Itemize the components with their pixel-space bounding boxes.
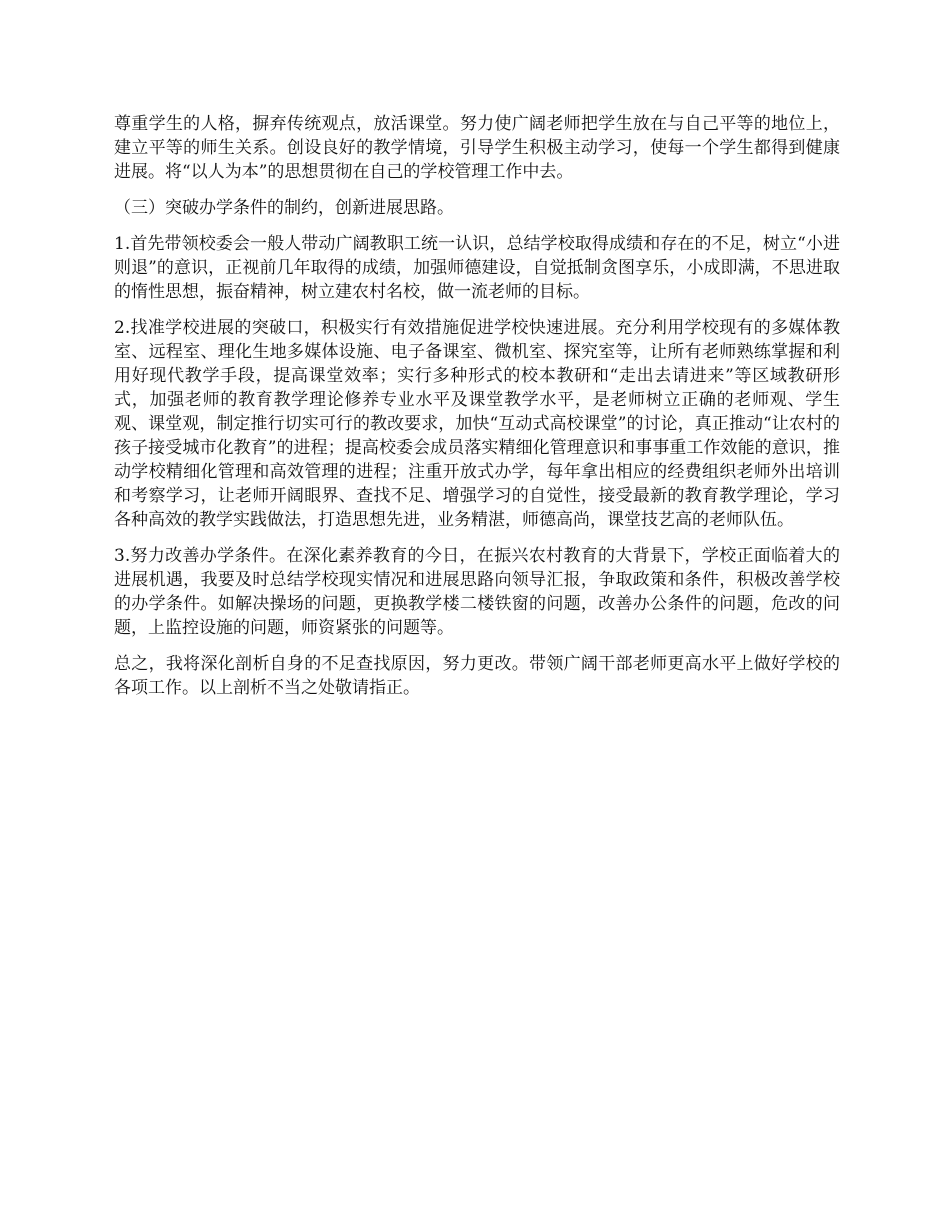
section-heading-three: （三）突破办学条件的制约，创新进展思路。 — [114, 198, 454, 218]
document-body — [114, 112, 840, 712]
paragraph-student-respect: 尊重学生的人格，摒弃传统观点，放活课堂。努力使广阔老师把学生放在与自己平等的地位上，建立平等的师生关系。创设良好的教学情境，引导学生积极主动学习，使每一个学生都得到健康进展。将“以人为本”的思想贯彻在自己的学校管理工作中去。 — [114, 114, 840, 182]
paragraph-item-1: 1.首先带领校委会一般人带动广阔教职工统一认识，总结学校取得成绩和存在的不足，树立“小进则退”的意识，正视前几年取得的成绩，加强师德建设，自觉抵制贪图享乐，小成即满，不思进取的惰性思想，振奋精神，树立建农村名校，做一流老师的目标。 — [114, 234, 840, 302]
paragraph-conclusion: 总之，我将深化剖析自身的不足查找原因，努力更改。带领广阔干部老师更高水平上做好学校的各项工作。以上剖析不当之处敬请指正。 — [114, 654, 840, 698]
paragraph-item-2: 2.找准学校进展的突破口，积极实行有效措施促进学校快速进展。充分利用学校现有的多媒体教室、远程室、理化生地多媒体设施、电子备课室、微机室、探究室等，让所有老师熟练掌握和利用好现代教学手段，提高课堂效率；实行多种形式的校本教研和“走出去请进来”等区域教研形式，加强老师的教育教学理论修养专业水平及课堂教学水平，是老师树立正确的老师观、学生观、课堂观，制定推行切实可行的教改要求，加快“互动式高校课堂”的讨论，真正推动“让农村的孩子接受城市化教育”的进程；提高校委会成员落实精细化管理意识和事事重工作效能的意识，推动学校精细化管理和高效管理的进程；注重开放式办学，每年拿出相应的经费组织老师外出培训和考察学习，让老师开阔眼界、查找不足、增强学习的自觉性，接受最新的教育教学理论，学习各种高效的教学实践做法，打造思想先进，业务精湛，师德高尚，课堂技艺高的老师队伍。 — [114, 318, 840, 530]
paragraph-item-3: 3.努力改善办学条件。在深化素养教育的今日，在振兴农村教育的大背景下，学校正面临着大的进展机遇，我要及时总结学校现实情况和进展思路向领导汇报，争取政策和条件，积极改善学校的办学条件。如解决操场的问题，更换教学楼二楼铁窗的问题，改善办公条件的问题，危改的问题，上监控设施的问题，师资紧张的问题等。 — [114, 546, 840, 638]
